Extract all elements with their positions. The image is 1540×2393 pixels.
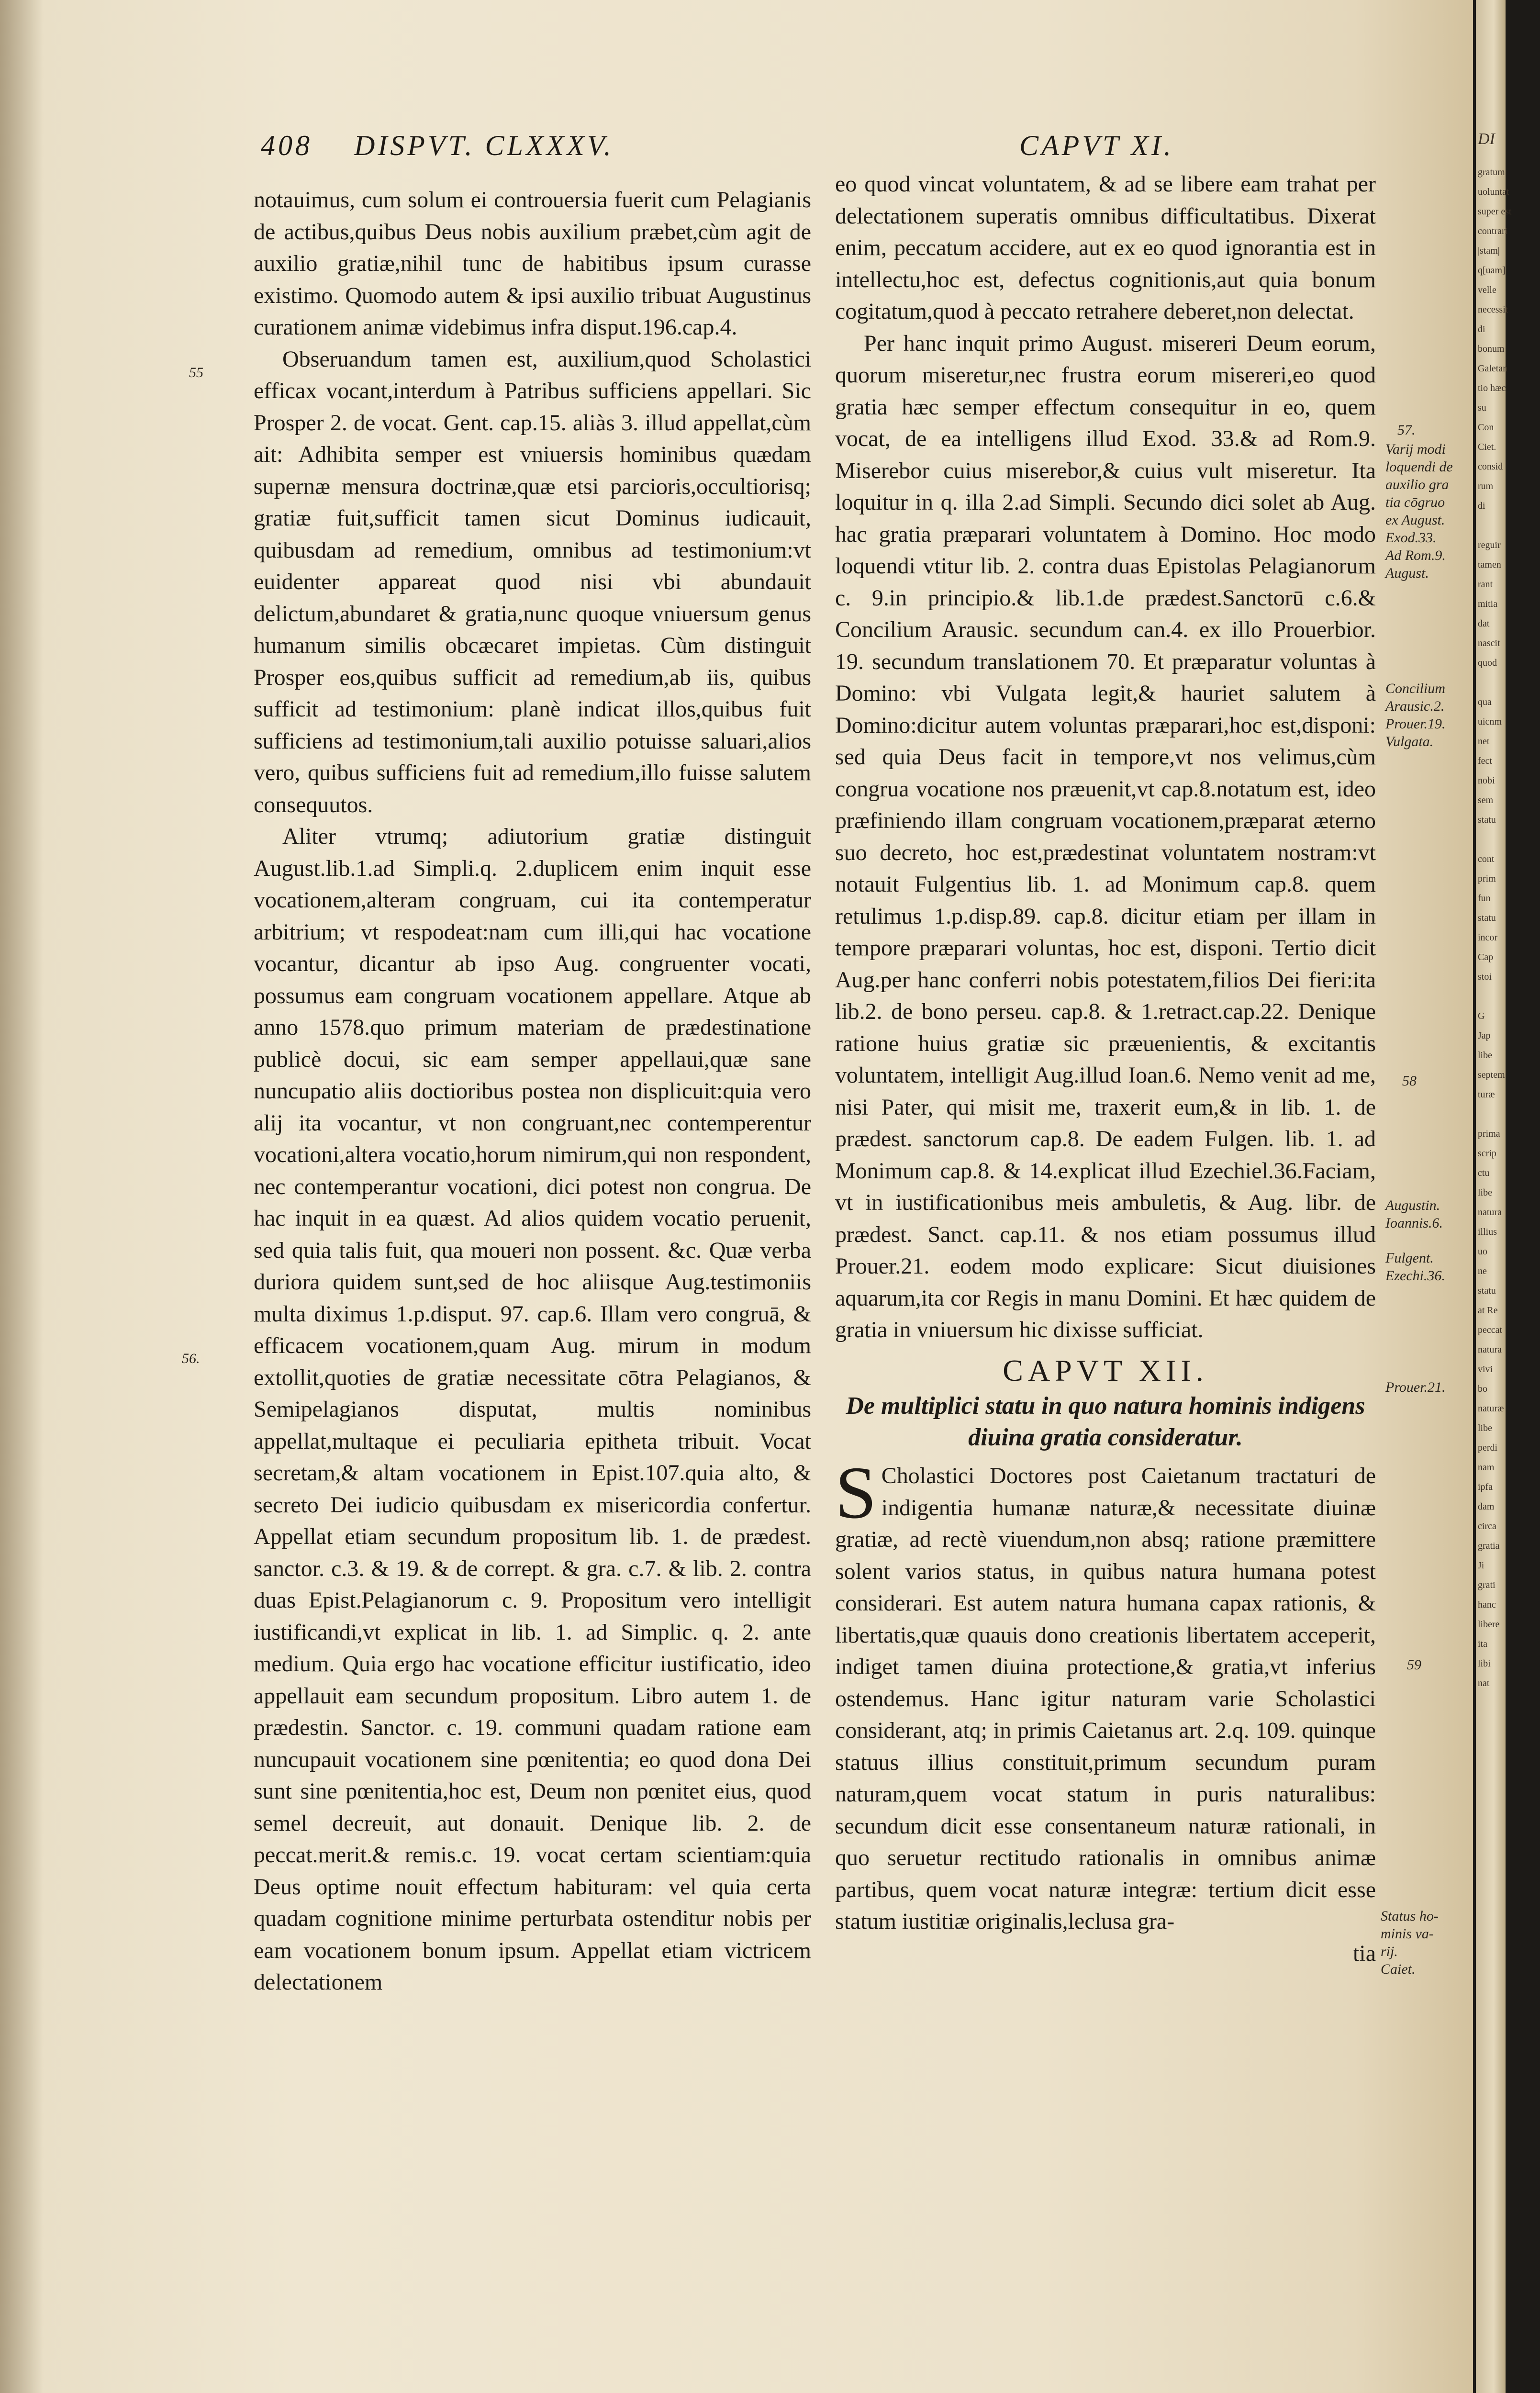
margin-note-status: Status ho- minis va- rij. Caiet. bbox=[1381, 1908, 1439, 1977]
margin-number-55: 55 bbox=[189, 365, 203, 380]
margin-note-augustin: Augustin. Ioannis.6. bbox=[1385, 1197, 1443, 1231]
running-head-right: CAPVT XI. bbox=[1019, 130, 1174, 161]
left-column bbox=[254, 184, 811, 1999]
paragraph: Aliter vtrumq; adiutorium gratiæ distinguit August.lib.1.ad Simpli.q. 2.duplicem enim inquit esse vocationem,alteram congruam, cui ita contemperatur arbitrium; vt respodeat:nam cum illi,qui hac vocatione vocantur, dicantur ab ipso Aug. congruenter vocati, possumus eam congruam vocationem appellare. Atque ab anno 1578.quo primum materiam de prædestinatione publicè docui, sic eam semper appellaui,quæ sane nuncupatio aliis doctioribus postea non displicuit:quia vero alij ita vocantur, vt non congruant,nec contemperentur vocationi,altera vocatio,horum nimirum,qui non respondent, nec contemperantur vocationi, dici potest non congrua. De hac inquit in ea quæst. Ad alios quidem vocatio peruenit, sed quia talis fuit, qua moueri non possent. &c. Quæ verba duriora quidem sunt,sed de hoc aliisque Aug.testimoniis multa diximus 1.p.disput. 97. cap.6. Illam vero congruā, & efficacem vocationem,quam Aug. mirum in modum extollit,quoties de gratiæ necessitate cōtra Pelagianos, & Semipelagianos disputat, multis nominibus appellat,multaque ei peculiaria epitheta tribuit. Vocat secretam,& altam vocationem in Epist.107.quia alto, & secreto Dei iudicio quibusdam ex misericordia confertur. Appellat etiam secundum propositum lib. 1. de prædest. sanctor. c.3. & 19. & de corrept. & gra. c.7. & lib. 2. contra duas Epist.Pelagianorum c. 9. Propositum vero intelligit iustificandi,vt explicat in lib. 1. ad Simplic. q. 2. ante medium. Quia ergo hac vocatione efficitur iustificatio, ideo appellauit eam secundum propositum. Libro autem 1. de prædestin. Sanctor. c. 19. communi quadam ratione eam nuncupauit vocationem sine pœnitentia; eo quod dona Dei sunt sine pœnitentia,hoc est, Deum non pœnitet eius, quod semel decreuit, aut donauit. Denique lib. 2. de peccat.merit.& remis.c. 19. vocat certam scientiam:quia Deus optime nouit effectum habituram: vel quia certa quadam cognitione minime perturbata ostenditur nobis per eam vocationem bonum ipsum. Appellat etiam victricem delectationem bbox=[254, 824, 811, 1995]
margin-note-prouer: Prouer.21. bbox=[1385, 1379, 1446, 1395]
margin-number-59: 59 bbox=[1407, 1657, 1421, 1673]
catchword: tia bbox=[1353, 1940, 1376, 1966]
next-page-edge bbox=[1473, 0, 1540, 2393]
right-column bbox=[835, 168, 1376, 1969]
margin-note-concilium: Concilium Arausic.2. Prouer.19. Vulgata. bbox=[1385, 681, 1446, 749]
margin-number-57: 57. bbox=[1397, 422, 1416, 438]
gutter-shadow bbox=[0, 0, 43, 2393]
margin-note-loquendi: Varij modi loquendi de auxilio gra tia cōgruo ex August. Exod.33. Ad Rom.9. August. bbox=[1385, 441, 1453, 581]
chapter-subtitle: De multiplici statu in quo natura hominis indigens diuina gratia consideratur. bbox=[846, 1392, 1365, 1451]
paragraph: Per hanc inquit primo August. misereri Deum eorum, quorum miseretur,nec frustra eorum misereri,eo quod gratia hæc semper effectum consequitur in eo, quem vocat, de ea intelligens illud Exod. 33.& ad Rom.9. Miserebor cuius miserebor,& cuius vult miseretur. Ita loquitur in q. illa 2.ad Simpli. Secundo dici solet ab Aug. hac gratia præparari voluntatem à Domino. Hoc modo loquendi vtitur lib. 2. contra duas Epistolas Pelagianorum c. 9.in principio.& lib.1.de prædest.Sanctorū c.6.& Concilium Arausic. secundum can.4. ex illo Prouerbior. 19. secundum translationem 70. Et præparatur voluntas à Domino: vbi Vulgata legit,& hauriet salutem à Domino:dicitur autem voluntas præparari,hoc est,disponi: sed quia Deus facit in tempore,vt nos velimus,cùm congrua vocatione nos præuenit,vt cap.8.notatum est, ideo præfiniendo illam congruam vocationem,præparat æterno suo decreto, hoc est,prædestinat voluntatem nostram:vt notauit Fulgentius lib. 1. ad Monimum cap.8. quem retulimus 1.p.disp.89. cap.8. dicitur etiam per illam in tempore præparari voluntas, hoc est, disponi. Tertio dicit Aug.per hanc conferri nobis potestatem,filios Dei fieri:ita lib.2. de bono perseu. cap.8. & 1.retract.cap.22. Denique ratione huius gratiæ sic præuenientis, & excitantis voluntatem, intelligit Aug.illud Ioan.6. Nemo venit ad me, nisi Pater, qui misit me, traxerit eum,& in lib. 1. de prædest. sanctorum cap.8. De eadem Fulgen. lib. 1. ad Monimum cap.8. & 14.explicat illud Ezechiel.36.Faciam, vt in iustificationibus meis ambuletis, & Aug. libr. de prædest. Sanct. cap.11. & nos etiam possumus illud Prouer.21. eodem modo explicare: Sicut diuisiones aquarum,ita cor Regis in manu Domini. Et hæc quidem de gratia in vniuersum hic dixisse sufficiat. bbox=[835, 330, 1376, 1342]
next-page-head: DI bbox=[1478, 130, 1495, 148]
next-page-lines: gratum uoluntat super est contrari |stam| q[uam] velle necessit di bonum Galetan tio hæc su Con Ciet. consid rum di reguir tamen rant mitia dat nascit quod qua uicnm net fect nobi sem statu cont prim fun statu incor Cap stoi G Jap libe septem turæ prima scrip ctu libe natura illius uo ne statu at Re peccat natura vivi bo naturæ libe perdi nam ipfa dam circa gratia Ji grati hanc libere ita libi nat bbox=[1478, 167, 1512, 1689]
margin-number-56: 56. bbox=[182, 1351, 200, 1366]
margin-number-58: 58 bbox=[1402, 1073, 1417, 1089]
chapter-title: CAPVT XII. bbox=[1003, 1353, 1208, 1387]
page-number: 408 bbox=[261, 130, 312, 161]
drop-capital: S bbox=[835, 1451, 877, 1534]
chapter-text: Cholastici Doctores post Caietanum tractaturi de indigentia humanæ naturæ,& necessitate diuinæ gratiæ, ad rectè viuendum,non absq; ratione præmittere solent varios status, in quibus natura humana potest considerari. Est autem natura humana capax rationis, & libertatis,quæ quauis dono creationis libertatem acceperit, indiget tamen diuina protectione,& gratia,vt inferius ostendemus. Hanc igitur naturam varie Scholastici considerant, atq; in primis Caietanus art. 2.q. 109. quinque statuus illius constituit,primum secundum puram naturam,quem vocat statum in puris naturalibus: secundum dicit esse consentaneum naturæ rationali, in quo seruetur rectitudo rationalis in omnibus animæ partibus, quem vocat naturæ integræ: tertium dicit esse statum iustitiæ originalis,leclusa gra- bbox=[835, 1463, 1376, 1934]
chapter-paragraph bbox=[835, 1451, 1376, 1938]
paragraph: eo quod vincat voluntatem, & ad se libere eam trahat per delectationem superatis omnibus difficultatibus. Dixerat enim, peccatum accidere, aut ex eo quod ignorantia est in intellectu,hoc est, defectus cognitionis,aut quia bonum cogitatum,quod à peccato retrahere deberet,non delectat. bbox=[835, 171, 1376, 324]
margin-note-fulgent: Fulgent. Ezechi.36. bbox=[1385, 1250, 1445, 1284]
paragraph: notauimus, cum solum ei controuersia fuerit cum Pelagianis de actibus,quibus Deus nobis auxilium præbet,cùm agit de auxilio gratiæ,nihil tunc de habitibus ipsum curasse existimo. Quomodo autem & ipsi auxilio tribuat Augustinus curationem animæ videbimus infra disput.196.cap.4. bbox=[254, 187, 811, 340]
next-page-strip bbox=[1476, 0, 1512, 2393]
paragraph: Obseruandum tamen est, auxilium,quod Scholastici efficax vocant,interdum à Patribus sufficiens appellari. Sic Prosper 2. de vocat. Gent. cap.15. aliàs 3. illud appellat,cùm ait: Adhibita semper est vniuersis hominibus quædam supernæ mensura doctrinæ,quæ etsi parcioris,occultiorisq; gratiæ fuit,sufficit tamen sicut Dominus iudicauit, quibusdam ad remedium, omnibus ad testimonium:vt euidenter appareat quod nisi vbi abundauit delictum,abundaret & gratia,nunc quoque vniuersum genus humanum similis obcæcaret impietas. Cùm distinguit Prosper eos,quibus sufficit ad remedium,ab iis, quibus sufficit ad testimonium: planè indicat illos,quibus fuit sufficiens ad testimonium,tali auxilio potuisse saluari,alios vero, quibus sufficiens fuit ad remedium,illo fuisse salutem consequutos. bbox=[254, 346, 811, 817]
running-head-left: DISPVT. CLXXXV. bbox=[354, 130, 614, 161]
